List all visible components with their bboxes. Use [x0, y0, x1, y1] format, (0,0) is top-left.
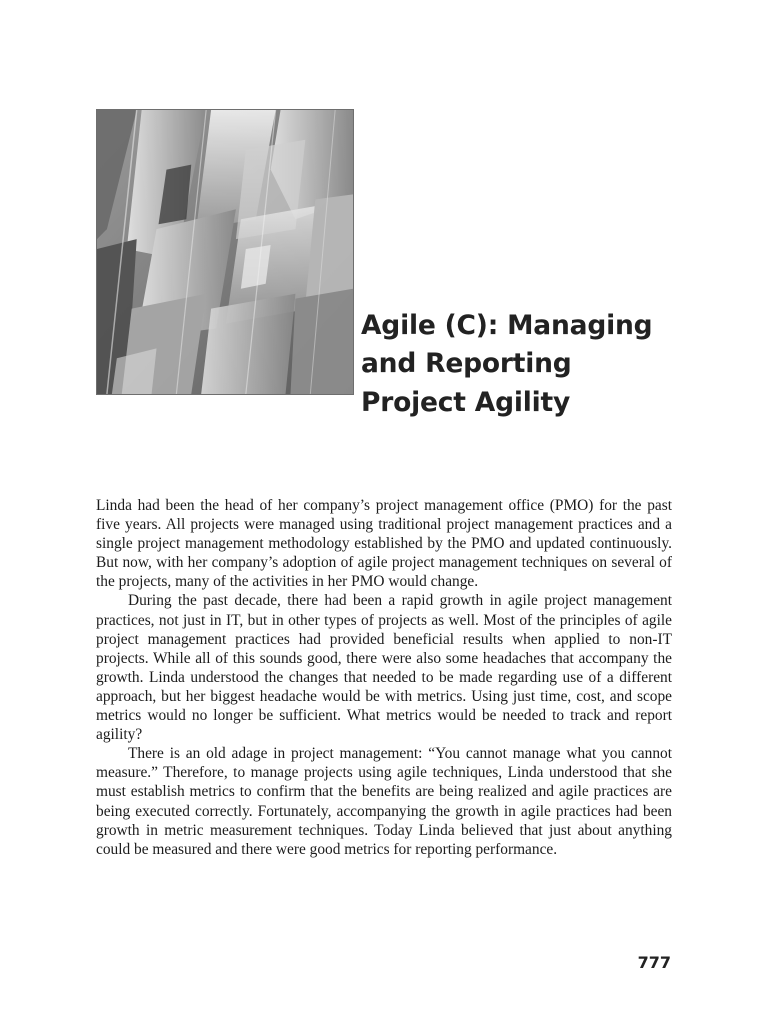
paragraph: Linda had been the head of her company’s project management office (PMO) for the past five years. All projects were managed using traditional project management practices and a single project management methodology established by the PMO and updated continuously. But now, with her company’s adoption of agile project management techniques on several of the projects, many of the activities in her PMO would change.	[96, 497, 672, 591]
chapter-title-line: Project Agility	[361, 386, 571, 418]
glass-blocks-illustration	[97, 110, 353, 394]
chapter-title	[361, 307, 691, 423]
body-text	[96, 496, 672, 859]
chapter-title-line: Agile (C): Managing	[361, 309, 653, 341]
chapter-title-line: and Reporting	[361, 348, 572, 380]
chapter-opener-image	[96, 109, 354, 395]
paragraph: There is an old adage in project management: “You cannot manage what you cannot measure.” Therefore, to manage projects using agile techniques, Linda understood that she must establish metrics to confirm that the benefits are being realized and agile practices are being executed correctly. Fortunately, accompanying the growth in agile practices had been growth in metric measurement techniques. Today Linda believed that just about anything could be measured and there were good metrics for reporting performance.	[96, 745, 672, 858]
paragraph: During the past decade, there had been a rapid growth in agile project management practices, not just in IT, but in other types of projects as well. Most of the principles of agile project management practices had provided beneficial results when applied to non-IT projects. While all of this sounds good, there were also some headaches that accompany the growth. Linda understood the changes that needed to be made regarding use of a different approach, but her biggest headache would be with metrics. Using just time, cost, and scope metrics would no longer be sufficient. What metrics would be needed to track and report agility?	[96, 592, 672, 744]
page-number: 777	[637, 953, 671, 972]
